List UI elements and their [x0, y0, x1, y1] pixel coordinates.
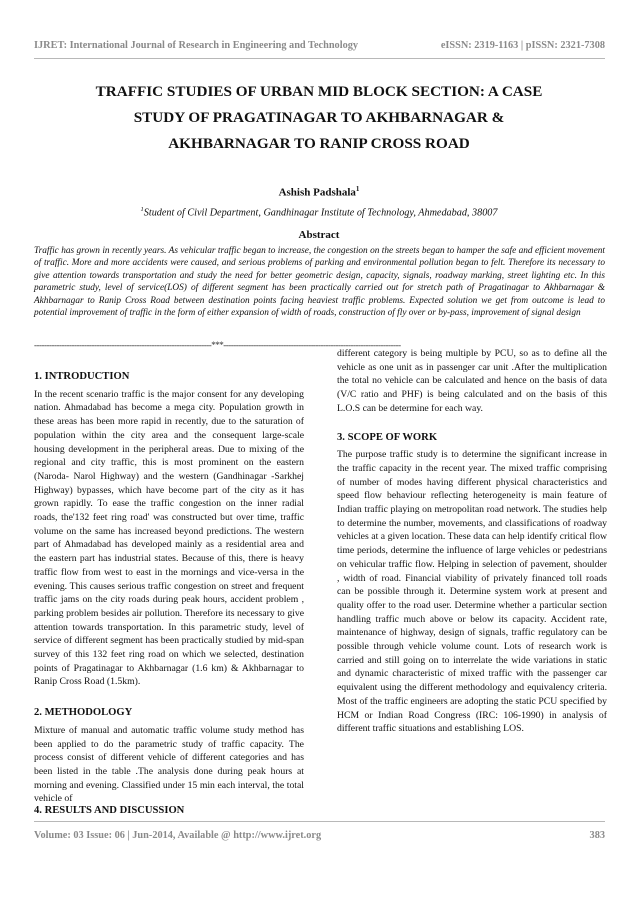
- section-heading-methodology: 2. METHODOLOGY: [34, 707, 133, 719]
- affiliation-text: Student of Civil Department, Gandhinagar Institute of Technology, Ahmedabad, 38007: [143, 207, 498, 219]
- title-line-3: AKHBARNAGAR TO RANIP CROSS ROAD: [168, 135, 470, 152]
- running-header: [34, 40, 605, 59]
- methodology-text: Mixture of manual and automatic traffic volume study method has been applied to do the parametric study of traffic capacity. The process consist of different vehicle of different categories and has been listed in the table .The analysis done during peak hours at morning and evening. Classified under 15 min each interval, the total vehicle of: [34, 724, 304, 805]
- methodology-continued-text: different category is being multiple by PCU, so as to define all the vehicle as one unit as in passenger car unit .After the multiplication the total no vehicle can be calculated and hence on the basis of data (V/C ratio and PHF) is being calculated and on the basis of this L.O.S can be determine for each way.: [337, 348, 607, 414]
- right-column: [337, 347, 607, 736]
- journal-name: IJRET: International Journal of Research in Engineering and Technology: [34, 40, 359, 51]
- author-name: Ashish Padshala: [278, 186, 356, 199]
- title-line-2: STUDY OF PRAGATINAGAR TO AKHBARNAGAR &: [133, 109, 505, 126]
- section-heading-results: 4. RESULTS AND DISCUSSION: [34, 805, 185, 816]
- section-heading-scope: 3. SCOPE OF WORK: [337, 431, 438, 443]
- section-heading-introduction: 1. INTRODUCTION: [34, 371, 130, 382]
- affiliation-superscript: 1: [140, 206, 144, 213]
- running-footer: [34, 821, 605, 841]
- scope-text: The purpose traffic study is to determine the significant increase in the traffic capacity in the recent year. The mixed traffic comprising of number of modes having different physical characteristics and speed flow behaviour reflecting heterogeneity is main feature of Indian traffic playing on metropolitan road network. The studies help to determine the number, movements, and classifications of roadway vehicles at a given location. These data can help identify critical flow time periods, determine the influence of large vehicles or pedestrians on vehicular traffic flow. Helping in selection of pavement, shoulder , width of road. Financial viability of privately financed toll roads can be possible through it. Determine system work at present and quality offer to the road user. Determine whether a particular section handling traffic much above or below its capacity. Accident rate, maintenance of highway, design of signals, traffic regulatory can be possible through vehicle volume count. Lots of research work is carried and still going on to interrelate the wide variations in static and dynamic characteristic of mixed traffic with the passenger car equivalent using the different methodology and equivalency criteria. Most of the traffic engineers are adopting the static PCU specified by HCM or Indian Road Congress (IRC: 106-1990) in analysis of different traffic situations and establishing LOS.: [337, 449, 607, 735]
- author-superscript: 1: [355, 185, 360, 193]
- page-number: 383: [589, 830, 605, 841]
- affiliation: [0, 206, 638, 218]
- issn: eISSN: 2319-1163 | pISSN: 2321-7308: [440, 40, 605, 51]
- separator: -----------------------------------------------------------------------***-----------------------------------------------------------------------: [34, 340, 401, 350]
- footer-volume: Volume: 03 Issue: 06 | Jun-2014, Available @ http://www.ijret.org: [34, 830, 322, 841]
- title-line-1: TRAFFIC STUDIES OF URBAN MID BLOCK SECTION: A CASE: [95, 83, 543, 100]
- abstract-text: Traffic has grown in recently years. As vehicular traffic began to increase, the congestion on the streets began to hamper the safe and efficient movement of traffic. More and more accidents were caused, and serious problems of parking and environmental pollution began to felt. Therefore its necessary to give attention towards transportation and study the need for better geometric design, capacity, signals, roadway marking, street lighting etc. In this parametric study, level of service(LOS) of different segment has been practically carried out for stretch path of Pragatinagar to Akhbarnagar & Akhbarnagar to Ranip Cross Road between destination points facing heaviest traffic problems. Expected solution we get from outcome is lead to potential improvement of traffic in the form of either expansion of width of roads, construction of fly over or by-pass, improvement of signal design: [34, 246, 605, 319]
- author: [0, 185, 638, 199]
- introduction-text: In the recent scenario traffic is the major consent for any developing nation. Ahmadabad has become a mega city. Population growth in these areas has been more rapid in recently, due to the saturation of population within the city area and the consequent large-scale housing development in the peripheral areas. Due to mixing of the regional and city traffic, this is most prominent on the eastern (Naroda- Narol Highway) and the western (Gandhinagar -Sarkhej Highway) bypasses, which have become part of the city as it has grown rapidly. To ease the traffic congestion on the inner radial roads, the'132 feet ring road' was constructed but over time, traffic volume on the same has increased beyond predictions. The western part of Ahmadabad has developed mainly as a residential area and the eastern part has industrial states. Because of this, there is heavy traffic flow from west to east in the mornings and vice-versa in the evening. This causes serious traffic congestion on street and frequent traffic jams on the city roads during peak hours, accident problem , parking problem besides air pollution. Therefore its necessary to give attention towards transportation. In this parametric study, level of service of different segment has been practically studied by mid-span survey of this 132 feet ring road on which we selected, destination points of Pragatinagar to Akhbarnagar (1.6 km) & Akhbarnagar to Ranip Cross Road (1.5km).: [34, 388, 304, 688]
- left-column: [34, 370, 304, 806]
- abstract-heading: Abstract: [298, 229, 340, 241]
- paper-title: [50, 79, 588, 157]
